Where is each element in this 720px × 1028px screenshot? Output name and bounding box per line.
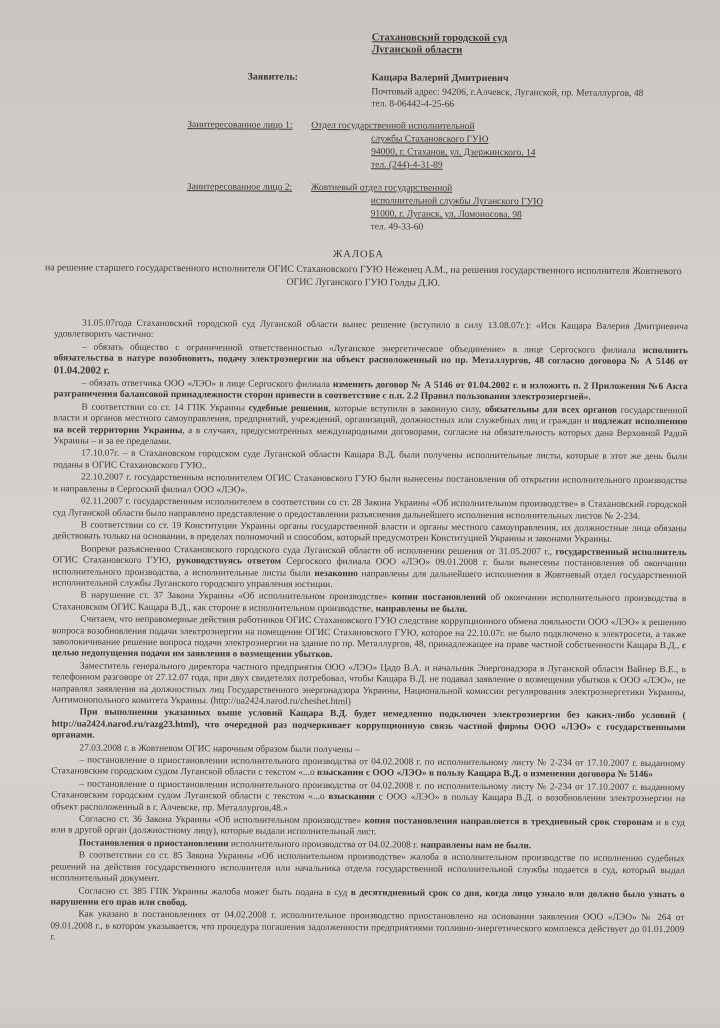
paragraph: В нарушение ст. 37 Закона Украины «Об исполнительном производстве» копии постановлений об окончании исполнительного производства в Стахановском ОГИС Кащара В.Д., как стороне в исполнительном производстве, направлены не были. [52, 590, 687, 615]
paragraph: Вопреки разъяснению Стахановского городского суда Луганской области об исполнении решения от 31.05.2007 г., государственный исполнитель ОГИС Стахановского ГУЮ, руководствуясь ответом Сергоского филиала ООО «ЛЭО» 09.01.2008 г. были вынесены постановления об окончании исполнительного производства, а исполнительные листы были незаконно направлены для дальнейшего исполнения в Жовтневый отдел государственной исполнительной службы Луганского городского управления юстиции. [52, 544, 687, 590]
party2-label: Заинтересованное лицо 2: [186, 182, 293, 193]
document-subtitle: на решение старшего государственного исполнителя ОГИС Стахановского ГУЮ Неженец А.М., на решения государственного исполнителя Жовтневого ОГИС Луганского ГУЮ Голды Д.Ю. [44, 262, 682, 289]
party2-line-3: 91000, г. Луганск, ул. Ломоносова, 98 [370, 209, 522, 221]
court-line-2: Луганской области [371, 44, 463, 56]
paragraph: В соответствии со ст. 19 Конституции Украины органы государственной власти и органы местного самоуправления, их должностные лица обязаны действовать только на основании, в пределах полномочий и способом, который предусмотрен Конституцией Украины и законами Украины. [52, 520, 687, 546]
paragraph: – постановление о приостановлении исполнительного производства от 04.02.2008 г. по исполнительному листу № 2-234 от 17.10.2007 г. выданному Стахановским городским судом Луганской области с текстом «...о взыскании с ООО «ЛЭО» в пользу Кащара В.Д. о изменении договора № 5146» [51, 755, 686, 781]
applicant-name: Кащара Валерий Дмитриевич [371, 72, 509, 85]
paragraph: Согласно ст. 385 ГПК Украины жалоба может быть подана в суд в десятидневный срок со дня, когда лицо узнало или должно было узнать о нарушении его прав или свобод. [50, 885, 685, 909]
paragraph: 02.11.2007 г. государственным исполнителем в соответствии со ст. 28 Закона Украины «Об исполнительном производстве» в Стахановский городской суд Луганской области было направлено представление о предоставлении разъяснения дальнейшего исполнения исполнительных листов № 2-234. [52, 496, 687, 522]
applicant-address: Почтовый адрес: 94206, г.Алчевск, Луганской, пр. Металлургов, 48 [371, 87, 644, 99]
party2-line-1: Жовтневый отдел государственной [310, 182, 453, 194]
paragraph: В соответствии со ст. 85 Закона Украины «Об исполнительном производстве» жалоба в исполнительном производстве по исполнению судебных решений на действия государственного исполнителя или начальника отдела государственной исполнительной службы подается в суд, который выдал исполнительный документ. [50, 850, 685, 885]
paragraph: Заместитель генерального директора частного предприятия ООО «ЛЭО» Цадо В.А. и начальник Энергонадзора в Луганской области Вайнер В.Е., в телефонном разговоре от 27.12.07 года, при двух свидетелях потребовал, чтобы Кащара В.Д. не подавал заявление о возмещении убытков к ООО «ЛЭО», не направлял заявления на должностных лиц Государственного энергонадзора Украины, Национальной комиссии регулирования электроэнергетики Украины, Антимонопольного комитета Украины. (http://ua2424.narod.ru/cheshet.html) [51, 661, 686, 708]
party2-line-4: тел. 49-33-60 [370, 222, 424, 233]
court-name [372, 32, 508, 57]
applicant-phone: тел. 8-06442-4-25-66 [371, 99, 455, 110]
party1-line-2: службы Стахановского ГУЮ [371, 134, 489, 145]
paragraph: 27.03.2008 г. в Жовтневом ОГИС нарочным образом были получены – [79, 743, 360, 755]
party2-line-2: исполнительной службы Луганского ГУЮ [370, 196, 544, 208]
paragraph: Согласно ст. 36 Закона Украины «Об исполнительном производстве» копия постановления направляется в трехдневный срок сторонам и в суд или в другой орган (должностному лицу), которые выдали исполнительный лист. [50, 814, 685, 838]
paragraph: Постановления о приостановлении исполнительного производства от 04.02.2008 г. направлены нам не были. [78, 838, 532, 852]
paragraph: Считаем, что неправомерные действия работников ОГИС Стахановского ГУЮ следствие коррупционного обмена лояльности ООО «ЛЭО» к решению вопроса возобновления подачи электроэнергии на помещение ОГИС Стахановского ГУЮ, которое на 22.10.07г. не было подключено к электросети, а также заволокичивание решение вопроса подачи электроэнергии на здание по пр. Металлургов, 48, принадлежащее на праве частной собственности Кащара В.Д., с целью недопущения подачи им заявления о возмещении убытков. [51, 614, 687, 661]
paragraph: – обязать ответчика ООО «ЛЭО» в лице Сергоского филиала изменить договор № А 5146 от 01.04.2002 г. и изложить п. 2 Приложения №6 Акта разграничения балансовой принадлежности сторон привести в соответствие с п.п. 2.2 Правил пользования электроэнергией». [53, 378, 688, 404]
paragraph: 22.10.2007 г. государственным исполнителем ОГИС Стахановского ГУЮ были вынесены постановления об открытии исполнительного производства и направлены в Сергоский филиал ООО «ЛЭО». [52, 472, 688, 496]
complaint-body [50, 318, 688, 948]
party1-line-1: Отдел государственной исполнительной [311, 120, 475, 132]
party1-line-4: тел. (244)-4-31-89 [370, 160, 443, 171]
paragraph: – постановление о приостановлении исполнительного производства от 04.02.2008 г. по исполнительному листу № 2-234 от 17.10.2007 г. выданному Стахановским городским судом Луганской области с текстом «...о взыскании с ООО «ЛЭО» в пользу Кащара В.Д. о возобновлении электроэнергии на объект расположенный в г. Алчевске, пр. Металлургов,48.» [51, 779, 686, 814]
party1-label: Заинтересованное лицо 1: [187, 120, 293, 131]
party1-line-3: 94000, г. Стаханов, ул. Дзержинского, 14 [371, 147, 536, 159]
paragraph: 17.10.07г. – в Стахановском городском суде Луганской области Кащара В.Д. были получены исполнительные листы, которые в этот же день были поданы в ОГИС Стахановского ГУЮ.. [53, 448, 688, 472]
paragraph: Как указано в постановлениях от 04.02.2008 г. исполнительное производство приостановлено на основании заявления ООО «ЛЭО» № 264 от 09.01.2008 г., в котором указывается, что процедура погашения задолженности предприятиями топливно-энергетического комплекса действует до 01.01.2009 г. [50, 909, 685, 943]
paragraph: – обязать общество с ограниченной ответственностью «Луганское энергетическое объединение» в лице Сергоского филиала исполнить обязательства в натуре возобновить, подачу электроэнергии на объект расположенный по пр. Металлургов, 48 согласно договора № А 5146 от 01.04.2002 г. [53, 342, 688, 377]
paragraph: При выполнении указанных выше условий Кащара В.Д. будет немедленно подключен электроэнергии без каких-либо условий ( http://ua2424.narod.ru/razg23.html), что очередной раз подчеркивает коррупционную связь частной фирмы ООО «ЛЭО» с государственными органами. [51, 707, 686, 741]
court-line-1: Стахановский городской суд [371, 32, 508, 45]
paragraph: 31.05.07года Стахановский городской суд Луганской области вынес решение (вступило в силу 13.08.07г.): «Иск Кащара Валерия Дмитриевича удовлетворить частично: [53, 318, 689, 341]
applicant-label: Заявитель: [247, 71, 299, 83]
paragraph: В соответствии со ст. 14 ГПК Украины судебные решения, которые вступили в законную силу, обязательны для всех органов государственной власти и органов местного самоуправления, предприятий, учреждений, организаций, должностных или служебных лиц и граждан и подлежат исполнению на всей территории Украины, а в случаях, предусмотренных международными договорами, согласие на обязательность которых дана Верховной Радой Украины – и за ее пределами. [53, 402, 688, 448]
document-title: ЖАЛОБА [332, 249, 385, 261]
